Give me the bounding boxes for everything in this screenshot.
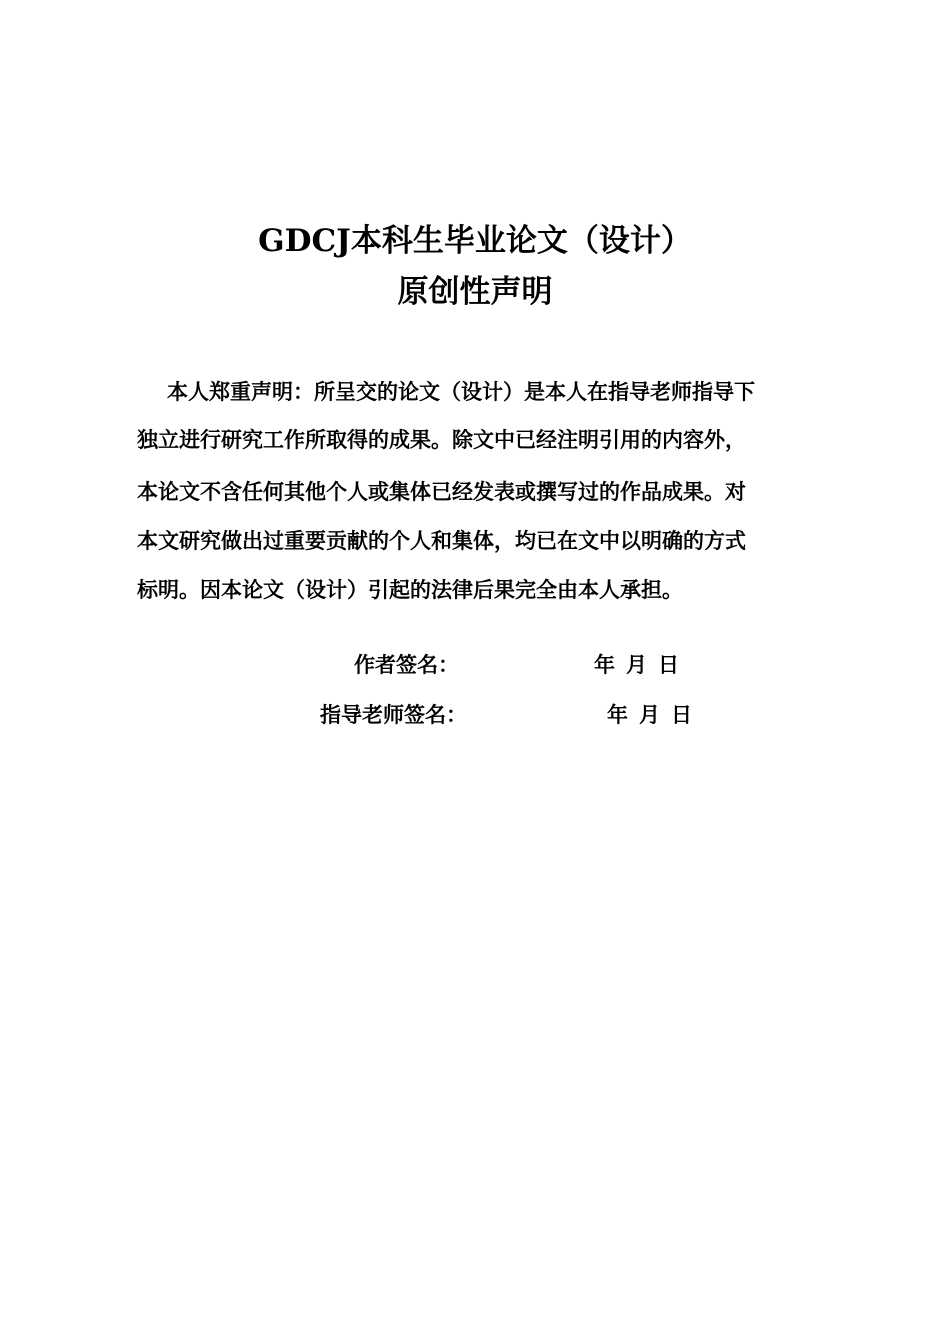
document-title: GDCJ本科生毕业论文（设计） — [258, 223, 692, 259]
advisor-date-day: 日 — [671, 702, 692, 727]
statement-line-3: 本论文不含任何其他个人或集体已经发表或撰写过的作品成果。对 — [137, 479, 746, 504]
author-date-month: 月 — [626, 652, 647, 677]
author-signature-label: 作者签名： — [354, 652, 459, 677]
statement-line-5: 标明。因本论文（设计）引起的法律后果完全由本人承担。 — [137, 577, 683, 602]
statement-line-4: 本文研究做出过重要贡献的个人和集体，均已在文中以明确的方式 — [137, 528, 746, 553]
advisor-signature-label: 指导老师签名： — [320, 702, 467, 727]
statement-line-2: 独立进行研究工作所取得的成果。除文中已经注明引用的内容外， — [137, 427, 746, 452]
author-signature-date — [594, 651, 679, 679]
advisor-date-year: 年 — [607, 702, 628, 727]
author-date-year: 年 — [594, 652, 615, 677]
advisor-date-month: 月 — [639, 702, 660, 727]
statement-line-1: 本人郑重声明：所呈交的论文（设计）是本人在指导老师指导下 — [167, 379, 755, 404]
author-date-day: 日 — [658, 652, 679, 677]
document-subtitle: 原创性声明 — [397, 274, 553, 310]
advisor-signature-date — [607, 701, 692, 729]
